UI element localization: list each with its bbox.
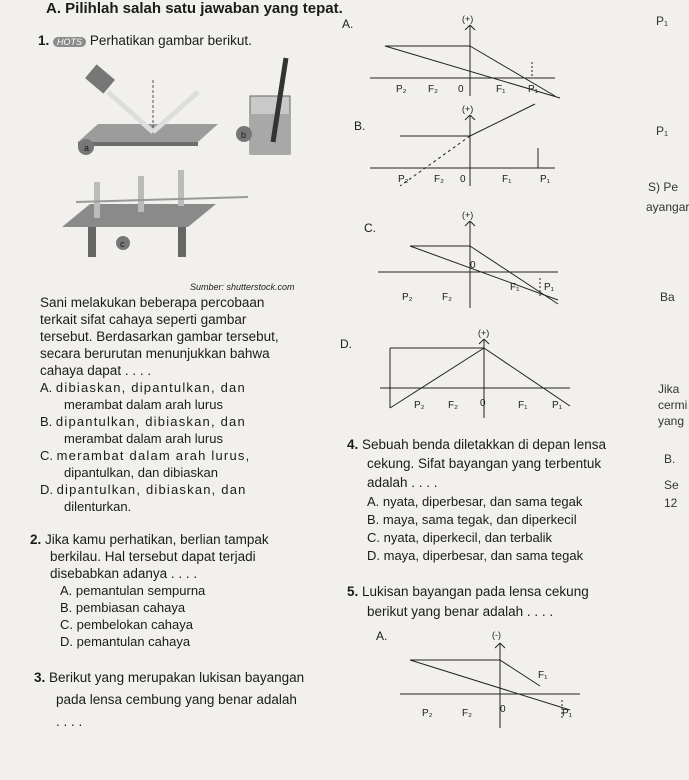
option-letter: B. xyxy=(60,600,73,615)
label-f1: F₁ xyxy=(496,84,506,95)
label-p2: P₂ xyxy=(402,292,413,303)
q2-text: Jika kamu perhatikan, berlian tampak xyxy=(45,532,269,547)
option-text: dipantulkan, dibiaskan, dan xyxy=(55,414,246,429)
label-p2: P₂ xyxy=(422,708,433,719)
q5-line-1 xyxy=(347,584,589,599)
q5-diagram-a[interactable] xyxy=(340,620,580,730)
option-text: maya, sama tegak, dan diperkecil xyxy=(382,512,577,527)
illustration-a xyxy=(78,64,218,155)
label-p1: P₁ xyxy=(562,708,573,719)
option-text: pembelokan cahaya xyxy=(76,617,193,632)
option-text: pembiasan cahaya xyxy=(75,600,186,615)
edge-fragment: S) Pe xyxy=(648,180,679,194)
diagram-letter: A. xyxy=(376,629,388,643)
lens-sign: (+) xyxy=(462,210,474,220)
illustration-c xyxy=(62,170,248,257)
q4-number: 4. xyxy=(347,437,359,452)
label-f2: F₂ xyxy=(448,400,458,411)
q2-option-b[interactable] xyxy=(60,600,185,615)
option-letter: C. xyxy=(60,617,73,632)
q1-option-d[interactable] xyxy=(40,482,247,497)
q3-number: 3. xyxy=(34,670,46,685)
hots-badge: HOTS xyxy=(53,37,86,47)
section-title: A. Pilihlah salah satu jawaban yang tepat. xyxy=(46,0,343,17)
lens-sign: (-) xyxy=(492,630,501,640)
option-text: dibiaskan, dipantulkan, dan xyxy=(55,380,246,395)
option-letter: D. xyxy=(60,634,73,649)
label-c: c xyxy=(120,239,125,249)
label-f2: F₂ xyxy=(434,174,444,185)
label-0: 0 xyxy=(470,260,476,271)
q4-line-1 xyxy=(347,437,606,452)
option-letter: B. xyxy=(367,512,380,527)
q1-text-line-5: cahaya dapat . . . . xyxy=(40,363,152,378)
image-source: Sumber: shutterstock.com xyxy=(190,282,295,292)
lens-sign: (+) xyxy=(478,328,490,338)
label-f1: F₁ xyxy=(502,174,512,185)
q3-diagram-d[interactable] xyxy=(330,318,570,428)
q2-line-2: berkilau. Hal tersebut dapat terjadi xyxy=(50,549,256,564)
q3-line-3: . . . . xyxy=(56,714,83,729)
lens-sign: (+) xyxy=(462,14,474,24)
q1-number: 1. xyxy=(38,33,50,48)
diagram-letter: D. xyxy=(340,337,352,351)
edge-fragment: cermi xyxy=(658,398,688,412)
option-text: nyata, diperbesar, dan sama tegak xyxy=(382,494,583,509)
label-p1: P₁ xyxy=(552,400,563,411)
option-letter: A. xyxy=(40,380,53,395)
label-p2: P₂ xyxy=(398,174,409,185)
q5-text: Lukisan bayangan pada lensa cekung xyxy=(362,584,589,599)
option-letter: A. xyxy=(60,583,73,598)
q4-option-d[interactable] xyxy=(367,548,583,563)
q1-option-c[interactable] xyxy=(40,448,250,463)
q1-option-b[interactable] xyxy=(40,414,246,429)
diagram-letter: B. xyxy=(354,119,366,133)
q1-intro: Perhatikan gambar berikut. xyxy=(89,33,252,48)
q2-option-d[interactable] xyxy=(60,634,190,649)
q4-option-c[interactable] xyxy=(367,530,552,545)
q1-text-line-2: terkait sifat cahaya seperti gambar xyxy=(40,312,247,327)
q2-line-3: disebabkan adanya . . . . xyxy=(50,566,198,581)
option-letter: D. xyxy=(367,548,380,563)
option-text: maya, diperbesar, dan sama tegak xyxy=(383,548,584,563)
q4-option-b[interactable] xyxy=(367,512,577,527)
lens-sign: (+) xyxy=(462,104,474,114)
edge-fragment: Jika xyxy=(658,382,680,396)
q2-option-a[interactable] xyxy=(60,583,205,598)
diagram-letter: C. xyxy=(364,221,376,235)
label-p1: P₁ xyxy=(528,84,539,95)
edge-fragment: Se xyxy=(664,478,679,492)
option-text-cont: merambat dalam arah lurus xyxy=(64,397,223,412)
option-text-cont: dilenturkan. xyxy=(64,499,132,514)
option-text: pemantulan cahaya xyxy=(76,634,191,649)
option-letter: A. xyxy=(367,494,380,509)
q3-line-1 xyxy=(34,670,304,685)
label-f2: F₂ xyxy=(442,292,452,303)
q1-illustrations xyxy=(58,52,308,272)
diagram-letter: A. xyxy=(342,17,354,31)
edge-fragment: 12 xyxy=(664,496,678,510)
q4-text: Sebuah benda diletakkan di depan lensa xyxy=(362,437,606,452)
q4-option-a[interactable] xyxy=(367,494,582,509)
q3-line-2: pada lensa cembung yang benar adalah xyxy=(56,692,297,707)
label-b: b xyxy=(241,130,247,140)
label-a: a xyxy=(84,143,90,153)
option-text: pemantulan sempurna xyxy=(75,583,206,598)
illustration-b xyxy=(236,58,290,154)
option-letter: C. xyxy=(40,448,53,463)
edge-fragment: Ba xyxy=(660,290,675,304)
label-0: 0 xyxy=(458,84,464,95)
option-letter: C. xyxy=(367,530,380,545)
option-text-cont: merambat dalam arah lurus xyxy=(64,431,223,446)
q2-line-1 xyxy=(30,532,269,547)
diagram-a[interactable] xyxy=(342,14,560,98)
q1-option-a[interactable] xyxy=(40,380,246,395)
q1-header xyxy=(38,33,252,48)
option-text: merambat dalam arah lurus, xyxy=(56,448,251,463)
option-text: dipantulkan, dibiaskan, dan xyxy=(56,482,247,497)
label-0: 0 xyxy=(480,398,486,409)
q2-option-c[interactable] xyxy=(60,617,193,632)
option-text: nyata, diperkecil, dan terbalik xyxy=(383,530,552,545)
q5-line-2: berikut yang benar adalah . . . . xyxy=(367,604,554,619)
label-f1: F₁ xyxy=(518,400,528,411)
label-f2: F₂ xyxy=(428,84,438,95)
q5-number: 5. xyxy=(347,584,359,599)
q1-text-line-3: tersebut. Berdasarkan gambar tersebut, xyxy=(40,329,279,344)
option-letter: B. xyxy=(40,414,53,429)
label-f2: F₂ xyxy=(462,708,472,719)
label-p2: P₂ xyxy=(396,84,407,95)
q2-number: 2. xyxy=(30,532,42,547)
edge-fragment: P₁ xyxy=(656,124,669,138)
label-0: 0 xyxy=(460,174,466,185)
label-0: 0 xyxy=(500,704,506,715)
edge-fragment: B. xyxy=(664,452,676,466)
diagram-c[interactable] xyxy=(364,210,558,308)
option-letter: D. xyxy=(40,482,53,497)
label-f1: F₁ xyxy=(510,282,520,293)
diagram-b[interactable] xyxy=(354,104,555,186)
label-p1: P₁ xyxy=(544,282,555,293)
q4-line-2: cekung. Sifat bayangan yang terbentuk xyxy=(367,456,602,471)
edge-fragment: P₁ xyxy=(656,14,669,28)
label-p2: P₂ xyxy=(414,400,425,411)
q1-text-line-1: Sani melakukan beberapa percobaan xyxy=(40,295,265,310)
q4-line-3: adalah . . . . xyxy=(367,475,438,490)
q3-text: Berikut yang merupakan lukisan bayangan xyxy=(49,670,305,685)
edge-fragment: yang xyxy=(658,414,685,428)
edge-fragment: ayangar xyxy=(646,200,689,214)
label-f1: F₁ xyxy=(538,670,548,681)
q3-diagrams xyxy=(330,8,570,338)
q1-text-line-4: secara berurutan menunjukkan bahwa xyxy=(40,346,270,361)
label-p1: P₁ xyxy=(540,174,551,185)
option-text-cont: dipantulkan, dan dibiaskan xyxy=(64,465,218,480)
